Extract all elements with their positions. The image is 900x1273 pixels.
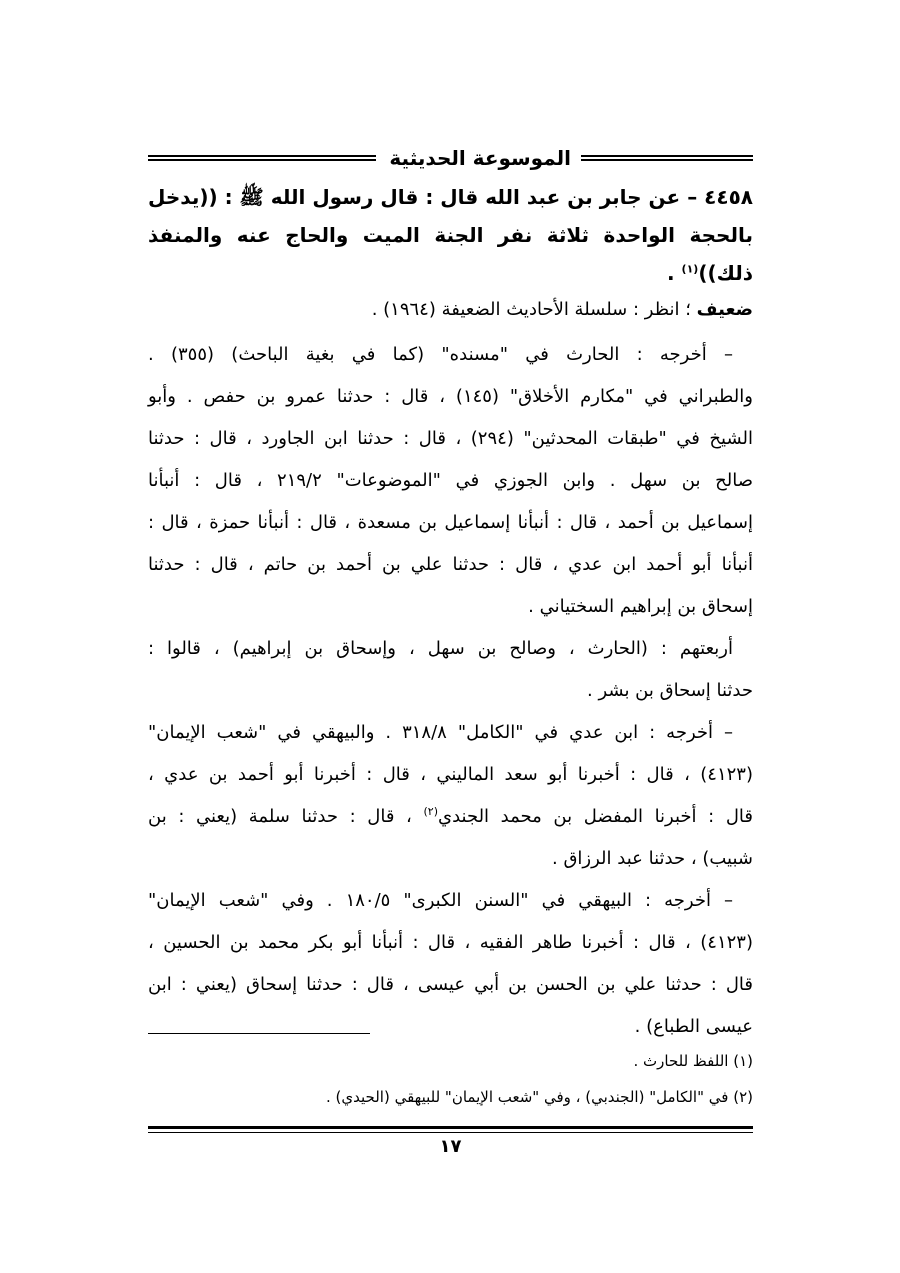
grading-line: [148, 295, 753, 325]
footnote-separator: [148, 1033, 370, 1034]
bottom-rules: [148, 1126, 753, 1133]
hadith-body: ٤٤٥٨ – عن جابر بن عبد الله قال : قال رسول الله ﷺ : ((يدخل بالحجة الواحدة ثلاثة نفر الجنة الميت والحاج عنه والمنفذ ذلك)): [148, 185, 753, 285]
body-line-9: حدثنا إسحاق بن بشر .: [587, 680, 753, 701]
body-line-15: (٤١٢٣) ، قال : أخبرنا طاهر الفقيه ، قال : أنبأنا أبو بكر محمد بن الحسين ،: [148, 932, 753, 953]
body-line-7: إسحاق بن إبراهيم السختياني .: [528, 596, 753, 617]
page-number: ١٧: [439, 1136, 462, 1157]
running-header: [148, 146, 753, 172]
footnote-1: (١) اللفظ للحارث .: [633, 1052, 753, 1070]
body-line-10: – أخرجه : ابن عدي في "الكامل" ٣١٨/٨ . والبيهقي في "شعب الإيمان": [148, 722, 733, 743]
grading-text: ؛ انظر : سلسلة الأحاديث الضعيفة (١٩٦٤) .: [371, 299, 697, 320]
body-line-8: أربعتهم : (الحارث ، وصالح بن سهل ، وإسحاق بن إبراهيم) ، قالوا :: [148, 638, 733, 659]
body-line-12: [148, 802, 753, 832]
footnote-ref-2: (٢): [423, 805, 438, 818]
body-line-14: – أخرجه : البيهقي في "السنن الكبرى" ١٨٠/٥ . وفي "شعب الإيمان": [148, 890, 733, 911]
header-rule-right: [581, 155, 753, 163]
body-line-6: أنبأنا أبو أحمد ابن عدي ، قال : حدثنا علي بن أحمد بن حاتم ، قال : حدثنا: [148, 554, 753, 575]
body-line-3: الشيخ في "طبقات المحدثين" (٢٩٤) ، قال : حدثنا ابن الجاورد ، قال : حدثنا: [148, 428, 753, 449]
body-line-4: صالح بن سهل . وابن الجوزي في "الموضوعات" ٢١٩/٢ ، قال : أنبأنا: [148, 470, 753, 491]
footnote-ref-1: (١): [681, 262, 699, 276]
header-rule-left: [148, 155, 376, 163]
body-line-13: شبيب) ، حدثنا عبد الرزاق .: [552, 848, 753, 869]
body-line-5: إسماعيل بن أحمد ، قال : أنبأنا إسماعيل بن مسعدة ، قال : أنبأنا حمزة ، قال :: [148, 512, 753, 533]
body-line-12-start: قال : أخبرنا المفضل بن محمد الجندي: [437, 806, 754, 827]
body-line-12-end: ، قال : حدثنا سلمة (يعني : بن: [148, 806, 424, 827]
body-line-1: – أخرجه : الحارث في "مسنده" (كما في بغية الباحث) (٣٥٥) .: [148, 344, 733, 365]
body-line-16: قال : حدثنا علي بن الحسن بن أبي عيسى ، قال : حدثنا إسحاق (يعني : ابن: [148, 974, 753, 995]
hadith-end: .: [666, 261, 682, 285]
grading-label: ضعيف: [696, 299, 753, 320]
header-title: الموسوعة الحديثية: [389, 146, 571, 170]
body-line-17: عيسى الطباع) .: [634, 1016, 753, 1037]
footnote-2: (٢) في "الكامل" (الجندبي) ، وفي "شعب الإيمان" للبيهقي (الحيدي) .: [326, 1088, 753, 1106]
hadith-text: [148, 178, 753, 292]
body-line-2: والطبراني في "مكارم الأخلاق" (١٤٥) ، قال : حدثنا عمرو بن حفص . وأبو: [148, 386, 753, 407]
body-line-11: (٤١٢٣) ، قال : أخبرنا أبو سعد الماليني ، قال : أخبرنا أبو أحمد بن عدي ،: [148, 764, 753, 785]
